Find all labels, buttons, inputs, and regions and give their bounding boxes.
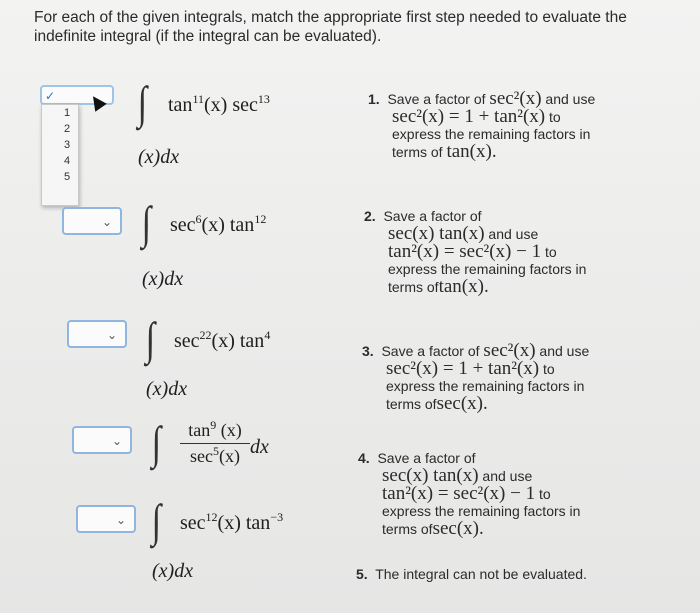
dropdown-option[interactable]: 2: [64, 123, 71, 135]
integral-sign-icon: ∫: [137, 77, 148, 128]
option-5: 5. The integral can not be evaluated.: [356, 566, 587, 582]
chevron-down-icon: ⌄: [106, 328, 117, 342]
chevron-down-icon: ⌄: [101, 215, 112, 229]
integral-sign-icon: ∫: [141, 197, 152, 248]
match-select-5[interactable]: [76, 505, 136, 533]
dropdown-option[interactable]: 4: [64, 155, 71, 167]
integral-sign-icon: ∫: [151, 495, 162, 546]
integral-5: ∫ $\sec^{12}(x)$ $\tan^{-3}$ (x)dx: [151, 495, 284, 582]
option-1: 1. Save a factor of sec²(x) and use sec²(x) = 1 + tan²(x) to express the remaining factors in terms of tan(x).: [368, 88, 596, 162]
match-select-3[interactable]: [67, 320, 127, 348]
fraction-denominator: $\sec^5(x)$: [190, 444, 240, 466]
integral-sign-icon: ∫: [145, 313, 156, 364]
dropdown-option[interactable]: 5: [64, 171, 71, 183]
selected-check-icon: ✓: [45, 89, 56, 103]
integral-sign-icon: ∫: [151, 417, 162, 468]
match-select-1-options[interactable]: [41, 104, 79, 206]
integral-4: ∫ $\tan^9 (x)$ $\sec^5(x)$ dx: [151, 417, 269, 468]
option-3: 3. Save a factor of sec²(x) and use sec²(x) = 1 + tan²(x) to express the remaining factors in terms ofsec(x).: [362, 340, 590, 414]
fraction-numerator: $\tan^9 (x)$: [188, 418, 242, 440]
integral-3: ∫ $\sec^{22}(x)$ $\tan^4$ (x)dx: [145, 313, 271, 400]
integral-1: ∫ $\tan^{11}(x)$ $\sec^{13}$ (x)dx: [137, 77, 270, 168]
chevron-down-icon: ⌄: [111, 434, 122, 448]
match-select-4[interactable]: [72, 426, 132, 454]
dropdown-option[interactable]: 3: [64, 139, 71, 151]
instructions-part-b: needed to evaluate the indefinite integral (if the integral can be evaluated).: [34, 9, 627, 45]
dropdown-option[interactable]: 1: [64, 107, 71, 119]
match-select-2[interactable]: [62, 207, 122, 235]
integral-2: ∫ $\sec^6(x)$ $\tan^{12}$ (x)dx: [141, 197, 267, 290]
instructions-highlight: first step: [406, 9, 465, 26]
option-2: 2. Save a factor of sec(x) tan(x) and use tan²(x) = sec²(x) − 1 to express the remaining factors in terms oftan(x).: [364, 208, 587, 297]
option-4: 4. Save a factor of sec(x) tan(x) and use tan²(x) = sec²(x) − 1 to express the remaining factors in terms ofsec(x).: [358, 450, 581, 539]
instructions-text: [34, 8, 674, 46]
instructions-part-a: For each of the given integrals, match the appropriate: [34, 9, 407, 26]
chevron-down-icon: ⌄: [115, 513, 126, 527]
